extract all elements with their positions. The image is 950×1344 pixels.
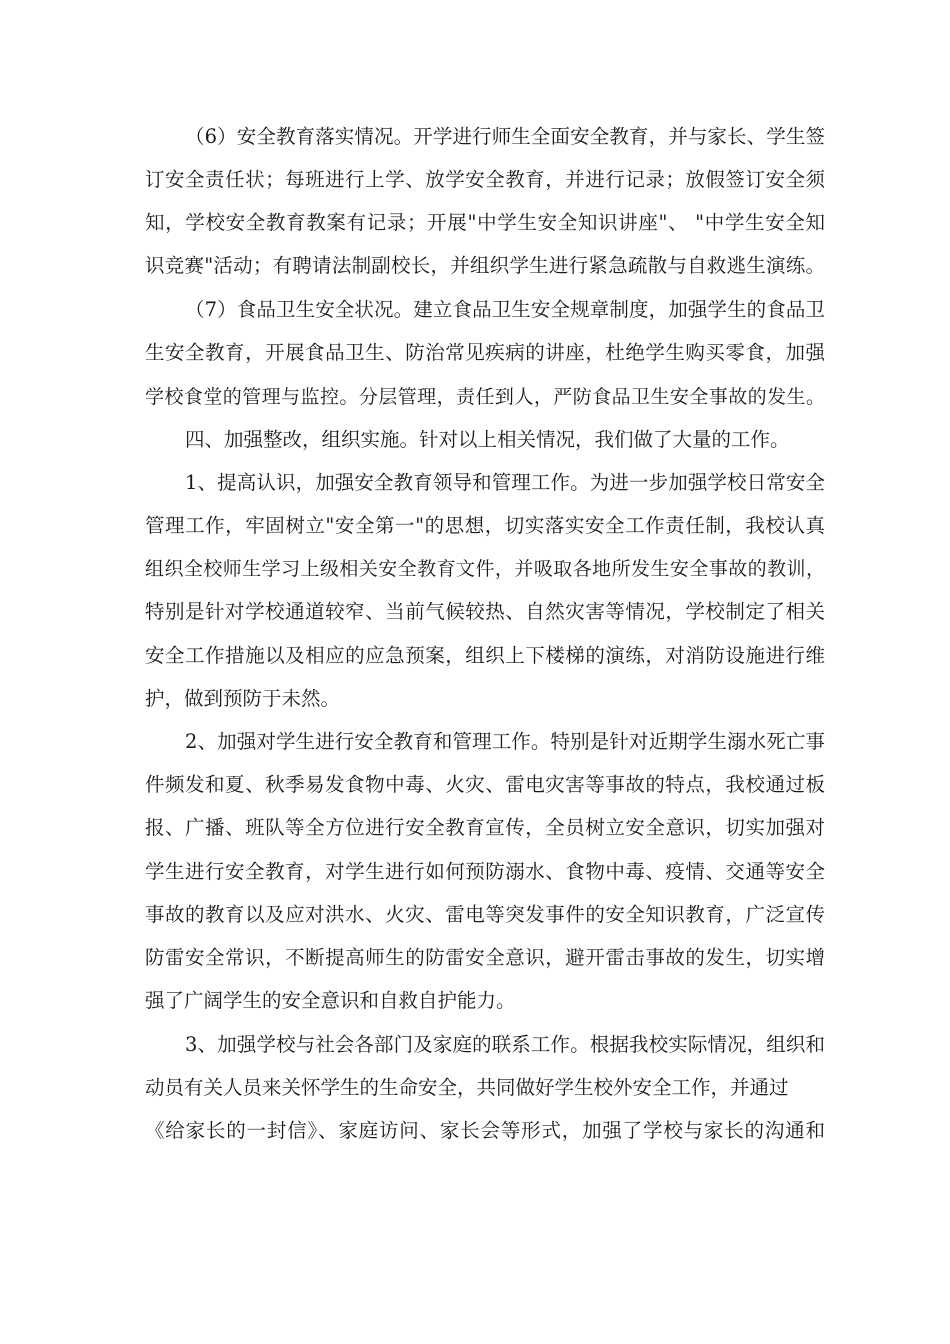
paragraph-7-line-3: 学校食堂的管理与监控。分层管理，责任到人，严防食品卫生安全事故的发生。: [145, 386, 825, 408]
item-3-line-2: 动员有关人员来关怀学生的生命安全，共同做好学生校外安全工作，并通过: [145, 1076, 789, 1099]
paragraph-6-line-1: （6）安全教育落实情况。开学进行师生全面安全教育，并与家长、学生签: [185, 125, 825, 148]
item-3-line-3: 《给家长的一封信》、家庭访问、家长会等形式，加强了学校与家长的沟通和: [145, 1119, 825, 1142]
paragraph-7-line-2: 生安全教育，开展食品卫生、防治常见疾病的讲座，杜绝学生购买零食，加强: [145, 341, 825, 364]
item-1-line-2: 管理工作，牢固树立"安全第一"的思想，切实落实安全工作责任制，我校认真: [145, 514, 825, 537]
item-2-line-6: 防雷安全常识，不断提高师生的防雷安全意识，避开雷击事故的发生，切实增: [145, 946, 825, 969]
paragraph-6-line-2: 订安全责任状；每班进行上学、放学安全教育，并进行记录；放假签订安全须: [145, 168, 825, 191]
item-1-line-1: 1、提高认识，加强安全教育领导和管理工作。为进一步加强学校日常安全: [185, 471, 825, 494]
item-1-line-4: 特别是针对学校通道较窄、当前气候较热、自然灾害等情况，学校制定了相关: [145, 600, 825, 623]
item-2-line-7: 强了广阔学生的安全意识和自救自护能力。: [145, 989, 516, 1012]
item-2-line-1: 2、加强对学生进行安全教育和管理工作。特别是针对近期学生溺水死亡事: [185, 730, 825, 753]
paragraph-7-line-1: （7）食品卫生安全状况。建立食品卫生安全规章制度，加强学生的食品卫: [185, 298, 825, 321]
paragraph-6-line-3: 知，学校安全教育教案有记录；开展"中学生安全知识讲座"、 "中学生安全知: [145, 211, 825, 234]
item-2-line-4: 学生进行安全教育，对学生进行如何预防溺水、食物中毒、疫情、交通等安全: [145, 860, 825, 883]
item-1-line-5: 安全工作措施以及相应的应急预案，组织上下楼梯的演练，对消防设施进行维: [145, 644, 825, 667]
item-3-line-1: 3、加强学校与社会各部门及家庭的联系工作。根据我校实际情况，组织和: [185, 1033, 825, 1056]
item-2-line-3: 报、广播、班队等全方位进行安全教育宣传，全员树立安全意识，切实加强对: [145, 816, 825, 839]
paragraph-6-line-4: 识竞赛"活动；有聘请法制副校长，并组织学生进行紧急疏散与自救逃生演练。: [145, 254, 825, 277]
item-2-line-5: 事故的教育以及应对洪水、火灾、雷电等突发事件的安全知识教育，广泛宣传: [145, 903, 825, 926]
section-4-heading: 四、加强整改，组织实施。针对以上相关情况，我们做了大量的工作。: [185, 428, 790, 451]
item-2-line-2: 件频发和夏、秋季易发食物中毒、火灾、雷电灾害等事故的特点，我校通过板: [145, 773, 825, 796]
item-1-line-3: 组织全校师生学习上级相关安全教育文件，并吸取各地所发生安全事故的教训，: [145, 558, 825, 580]
item-1-line-6: 护，做到预防于未然。: [145, 687, 341, 710]
